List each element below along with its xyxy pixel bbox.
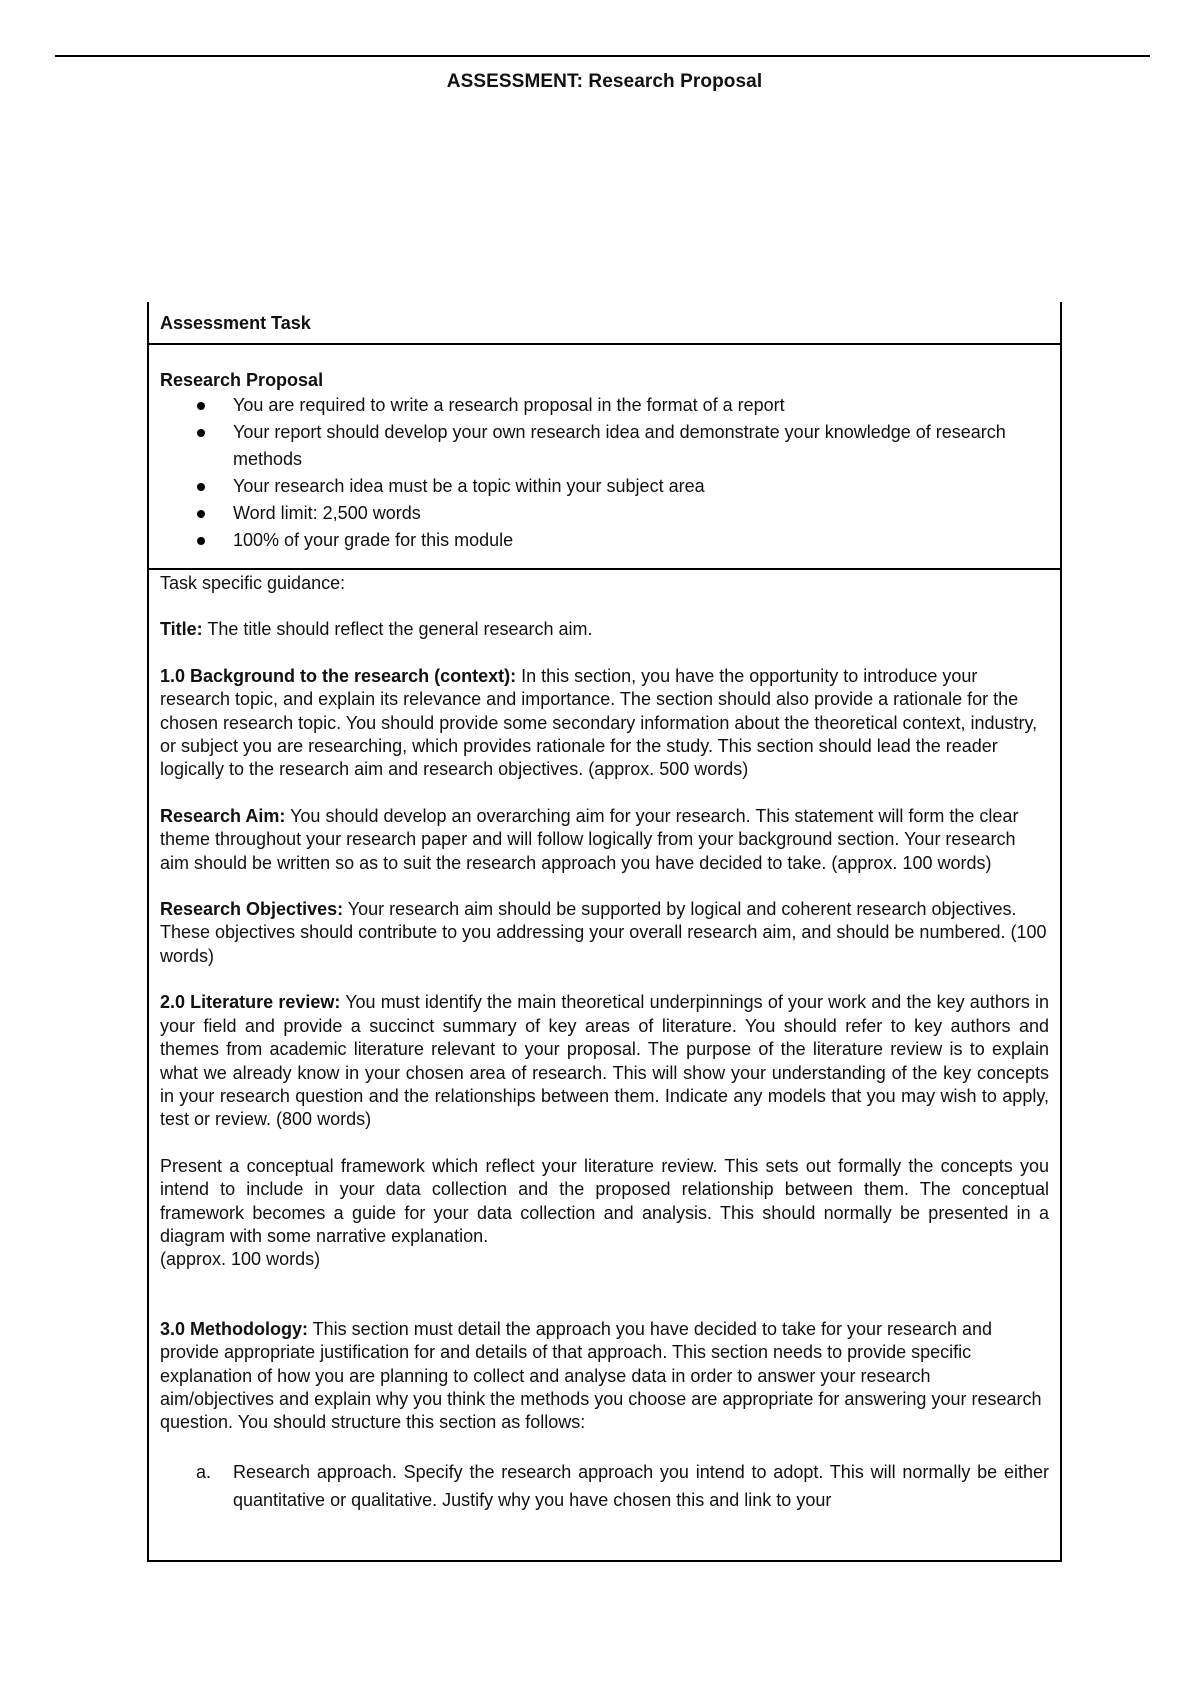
assessment-task-table: [147, 302, 1062, 1562]
conceptual-framework-word-count: (approx. 100 words): [160, 1249, 321, 1270]
list-item: Your research idea must be a topic within your subject area: [160, 473, 1049, 500]
task-guidance-section: [149, 570, 1060, 1514]
methodology-label: 3.0 Methodology:: [160, 1318, 308, 1339]
research-proposal-section: [149, 345, 1060, 570]
research-proposal-heading: Research Proposal: [160, 370, 324, 390]
list-item: Your report should develop your own research idea and demonstrate your knowledge of research methods: [160, 419, 1049, 473]
list-item: Word limit: 2,500 words: [160, 500, 1049, 527]
methodology-paragraph: 3.0 Methodology: This section must detail the approach you have decided to take for your research and provide appropriate justification for and details of that approach. This section needs to provide specific explanation of how you are planning to collect and analyse data in order to answer your research aim/objectives and explain why you think the methods you choose are appropriate for answering your research question. You should structure this section as follows:: [160, 1318, 1042, 1433]
title-label: Title:: [160, 619, 203, 640]
research-aim-paragraph: Research Aim: You should develop an overarching aim for your research. This statement will form the clear theme throughout your research paper and will follow logically from your background section. Your research aim should be written so as to suit the research approach you have decided to take. (approx. 100 words): [160, 805, 1019, 873]
conceptual-framework-paragraph: Present a conceptual framework which reflect your literature review. This sets out formally the concepts you intend to include in your data collection and the proposed relationship between them. The conceptual framework becomes a guide for your data collection and analysis. This should normally be presented in a diagram with some narrative explanation.: [160, 1155, 1049, 1246]
bullet-icon: [197, 402, 205, 410]
list-item: You are required to write a research proposal in the format of a report: [160, 392, 1049, 419]
methodology-list: [160, 1458, 1049, 1514]
bullet-icon: [197, 429, 205, 437]
background-paragraph: 1.0 Background to the research (context): In this section, you have the opportunity to introduce your research topic, and explain its relevance and importance. The section should also provide a rationale for the chosen research topic. You should provide some secondary information about the theoretical context, industry, or subject you are researching, which provides rationale for the study. This section should lead the reader logically to the research aim and research objectives. (approx. 500 words): [160, 665, 1038, 780]
research-aim-label: Research Aim:: [160, 805, 286, 826]
list-item: a. Research approach. Specify the research approach you intend to adopt. This will normally be either quantitative or qualitative. Justify why you have chosen this and link to your: [196, 1461, 1049, 1510]
bullet-icon: [197, 510, 205, 518]
requirements-list: [160, 392, 1049, 554]
bullet-icon: [197, 483, 205, 491]
literature-review-label: 2.0 Literature review:: [160, 992, 341, 1013]
bullet-icon: [197, 537, 205, 545]
document-title: ASSESSMENT: Research Proposal: [446, 71, 763, 92]
guidance-intro: Task specific guidance:: [160, 573, 346, 593]
research-objectives-label: Research Objectives:: [160, 899, 344, 920]
literature-review-paragraph: 2.0 Literature review: You must identify the main theoretical underpinnings of your work and the key authors in your field and provide a succinct summary of key areas of literature. You should refer to key authors and themes from academic literature relevant to your proposal. The purpose of the literature review is to explain what we already know in your chosen area of research. This will show your understanding of the key concepts in your research question and the relationships between them. Indicate any models that you may wish to apply, test or review. (800 words): [160, 992, 1049, 1130]
title-paragraph: Title: The title should reflect the general research aim.: [160, 619, 593, 640]
research-objectives-paragraph: Research Objectives: Your research aim should be supported by logical and coherent research objectives. These objectives should contribute to you addressing your overall research aim, and should be numbered. (100 words): [160, 899, 1047, 966]
assessment-task-heading: Assessment Task: [149, 302, 1060, 345]
top-rule: [55, 55, 1150, 57]
background-label: 1.0 Background to the research (context):: [160, 665, 517, 686]
list-item: 100% of your grade for this module: [160, 527, 1049, 554]
